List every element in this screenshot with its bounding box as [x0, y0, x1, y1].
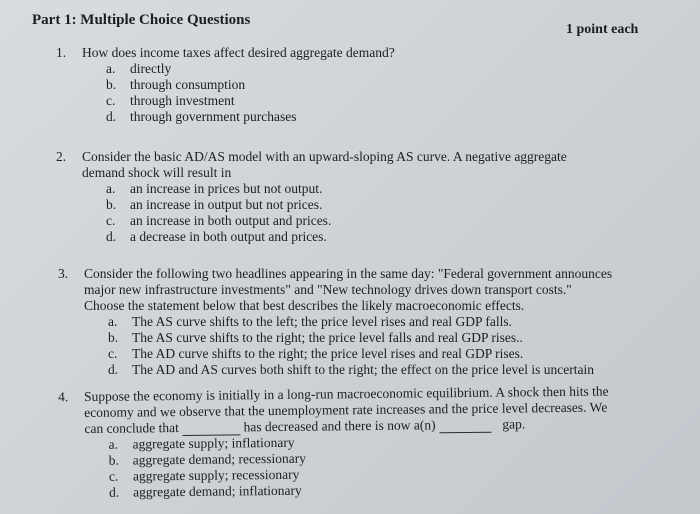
- option-d[interactable]: d. aggregate demand; inflationary: [109, 482, 302, 500]
- option-c[interactable]: c. an increase in both output and prices.: [106, 213, 332, 228]
- question-number: 3.: [58, 266, 69, 281]
- question-stem-line: economy and we observe that the unemployment rate increases and the price level decreases. We: [84, 399, 608, 420]
- question-2: [56, 149, 567, 245]
- options-list: [106, 181, 567, 245]
- option-c[interactable]: c. The AD curve shifts to the right; the price level rises and real GDP rises.: [108, 346, 524, 361]
- answer-blank-2[interactable]: [439, 420, 491, 434]
- section-title: Part 1: Multiple Choice Questions: [32, 12, 251, 28]
- option-a[interactable]: a. aggregate supply; inflationary: [108, 434, 295, 452]
- question-stem-line: Suppose the economy is initially in a long-run macroeconomic equilibrium. A shock then hits the: [84, 383, 609, 404]
- option-a[interactable]: a. directly: [106, 61, 172, 76]
- option-b[interactable]: b. through consumption: [106, 77, 246, 92]
- question-number: 1.: [56, 45, 67, 60]
- options-list: [108, 314, 612, 378]
- option-a[interactable]: a. The AS curve shifts to the left; the price level rises and real GDP falls.: [108, 314, 513, 329]
- question-stem-line: major new infrastructure investments" and "New technology drives down transport costs.": [84, 282, 572, 297]
- question-stem-line: demand shock will result in: [82, 165, 232, 180]
- option-b[interactable]: b. an increase in output but not prices.: [106, 197, 323, 212]
- answer-blank-1[interactable]: [182, 422, 240, 436]
- options-list: [109, 432, 610, 501]
- fill-in-line: can conclude that has decreased and there is now a(n) gap.: [84, 416, 526, 436]
- question-stem-line: Consider the following two headlines appearing in the same day: "Federal government announces: [84, 266, 613, 281]
- question-stem: How does income taxes affect desired aggregate demand?: [82, 45, 395, 60]
- question-number: 2.: [56, 149, 67, 164]
- question-4: [58, 383, 610, 501]
- question-3: [58, 266, 613, 378]
- question-stem-line: Choose the statement below that best describes the likely macroeconomic effects.: [84, 298, 525, 313]
- question-number: 4.: [58, 389, 69, 405]
- option-b[interactable]: b. The AS curve shifts to the right; the price level falls and real GDP rises..: [108, 330, 523, 345]
- option-c[interactable]: c. through investment: [106, 93, 235, 108]
- question-1: [56, 45, 395, 125]
- option-a[interactable]: a. an increase in prices but not output.: [106, 181, 323, 196]
- question-stem-line: Consider the basic AD/AS model with an upward-sloping AS curve. A negative aggregate: [82, 149, 567, 164]
- options-list: [106, 61, 395, 125]
- option-c[interactable]: c. aggregate supply; recessionary: [108, 466, 300, 484]
- option-b[interactable]: b. aggregate demand; recessionary: [108, 450, 306, 468]
- option-d[interactable]: d. through government purchases: [106, 109, 297, 124]
- option-d[interactable]: d. The AD and AS curves both shift to the right; the effect on the price level is uncertain: [108, 362, 594, 377]
- points-label: 1 point each: [566, 22, 639, 37]
- option-d[interactable]: d. a decrease in both output and prices.: [106, 229, 327, 244]
